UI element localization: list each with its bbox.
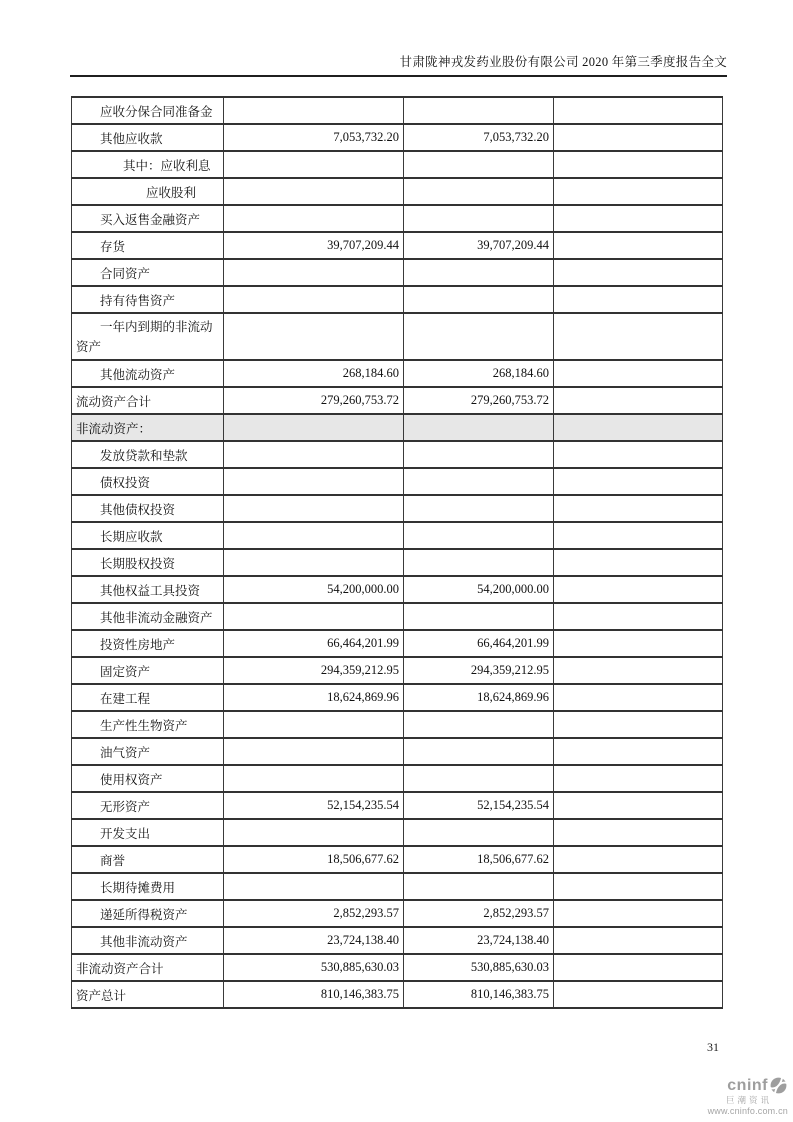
value-1: 18,506,677.62: [327, 852, 399, 866]
row-label: 其他债权投资: [100, 502, 176, 517]
value-cell-2: [404, 205, 554, 232]
table-row: [72, 313, 723, 360]
table-row: [72, 549, 723, 576]
value-cell-2: [404, 97, 554, 124]
value-cell-1: [224, 286, 404, 313]
value-2: 294,359,212.95: [470, 663, 549, 677]
value-cell-3: [554, 414, 723, 441]
value-2: 810,146,383.75: [470, 987, 549, 1001]
value-cell-3: [554, 846, 723, 873]
row-label-cell: [72, 792, 224, 819]
value-cell-1: [224, 900, 404, 927]
value-2: 66,464,201.99: [477, 636, 549, 650]
value-cell-1: [224, 232, 404, 259]
value-cell-2: [404, 468, 554, 495]
value-cell-1: [224, 313, 404, 360]
row-label-cell: [72, 495, 224, 522]
value-2: 7,053,732.20: [483, 130, 549, 144]
value-cell-3: [554, 873, 723, 900]
page-header-title: 甘肃陇神戎发药业股份有限公司 2020 年第三季度报告全文: [399, 55, 727, 69]
table-row: [72, 576, 723, 603]
value-cell-2: [404, 630, 554, 657]
value-2: 530,885,630.03: [470, 960, 549, 974]
table-row: [72, 900, 723, 927]
value-1: 23,724,138.40: [327, 933, 399, 947]
value-cell-3: [554, 387, 723, 414]
row-label: 投资性房地产: [100, 637, 176, 652]
value-cell-2: [404, 414, 554, 441]
value-cell-1: [224, 792, 404, 819]
row-label: 其他非流动金融资产: [100, 610, 213, 625]
row-label: 资产总计: [76, 988, 127, 1003]
row-label: 应收分保合同准备金: [100, 104, 213, 119]
row-label: 无形资产: [100, 799, 151, 814]
row-label: 使用权资产: [100, 772, 163, 787]
row-label-cell: [72, 387, 224, 414]
row-label-cell: [72, 124, 224, 151]
row-label: 其中：应收利息: [123, 158, 211, 173]
value-cell-2: [404, 360, 554, 387]
row-label: 长期应收款: [100, 529, 163, 544]
value-2: 23,724,138.40: [477, 933, 549, 947]
table-row: [72, 97, 723, 124]
value-cell-1: [224, 124, 404, 151]
row-label: 一年内到期的非流动资产: [76, 319, 213, 354]
table-row: [72, 259, 723, 286]
value-cell-3: [554, 97, 723, 124]
value-cell-2: [404, 549, 554, 576]
value-1: 54,200,000.00: [327, 582, 399, 596]
table-row: [72, 522, 723, 549]
value-cell-1: [224, 657, 404, 684]
value-cell-2: [404, 151, 554, 178]
table-row: [72, 684, 723, 711]
value-cell-3: [554, 900, 723, 927]
row-label: 其他应收款: [100, 131, 163, 146]
table-row: [72, 981, 723, 1008]
row-label-cell: [72, 313, 224, 360]
cninfo-chinese-name: 巨潮资讯: [725, 1095, 772, 1105]
value-cell-1: [224, 603, 404, 630]
value-cell-1: [224, 441, 404, 468]
row-label-cell: [72, 873, 224, 900]
row-label: 流动资产合计: [76, 394, 152, 409]
value-cell-3: [554, 819, 723, 846]
table-row: [72, 711, 723, 738]
value-1: 294,359,212.95: [320, 663, 399, 677]
value-cell-2: [404, 711, 554, 738]
row-label-cell: [72, 630, 224, 657]
row-label: 固定资产: [100, 664, 151, 679]
value-cell-1: [224, 151, 404, 178]
row-label-cell: [72, 151, 224, 178]
table-row: [72, 441, 723, 468]
row-label: 存货: [100, 239, 126, 254]
value-cell-2: [404, 765, 554, 792]
table-row: [72, 286, 723, 313]
row-label: 非流动资产：: [76, 421, 152, 436]
header-rule: [70, 75, 727, 77]
value-cell-1: [224, 205, 404, 232]
value-cell-3: [554, 657, 723, 684]
row-label-cell: [72, 576, 224, 603]
table-row: [72, 846, 723, 873]
value-cell-2: [404, 981, 554, 1008]
row-label: 应收股利: [146, 185, 197, 200]
row-label-cell: [72, 684, 224, 711]
value-1: 66,464,201.99: [327, 636, 399, 650]
row-label: 长期股权投资: [100, 556, 176, 571]
row-label-cell: [72, 259, 224, 286]
value-2: 18,506,677.62: [477, 852, 549, 866]
table-row: [72, 657, 723, 684]
value-cell-1: [224, 178, 404, 205]
value-cell-3: [554, 441, 723, 468]
table-row: [72, 630, 723, 657]
value-cell-3: [554, 603, 723, 630]
table-row: [72, 468, 723, 495]
value-1: 7,053,732.20: [333, 130, 399, 144]
table-row: [72, 124, 723, 151]
table-row: [72, 738, 723, 765]
value-cell-2: [404, 124, 554, 151]
value-cell-2: [404, 313, 554, 360]
table-row: [72, 387, 723, 414]
row-label: 生产性生物资产: [100, 718, 188, 733]
value-cell-3: [554, 738, 723, 765]
row-label-cell: [72, 981, 224, 1008]
value-cell-1: [224, 360, 404, 387]
value-cell-3: [554, 313, 723, 360]
value-cell-2: [404, 792, 554, 819]
row-label: 开发支出: [100, 826, 151, 841]
row-label: 递延所得税资产: [100, 907, 188, 922]
value-cell-2: [404, 900, 554, 927]
value-cell-2: [404, 522, 554, 549]
value-cell-3: [554, 205, 723, 232]
value-cell-1: [224, 468, 404, 495]
value-cell-1: [224, 97, 404, 124]
value-cell-2: [404, 873, 554, 900]
value-cell-1: [224, 765, 404, 792]
value-cell-2: [404, 927, 554, 954]
value-2: 268,184.60: [492, 366, 549, 380]
value-cell-3: [554, 576, 723, 603]
value-cell-1: [224, 259, 404, 286]
table-row: [72, 205, 723, 232]
value-cell-2: [404, 819, 554, 846]
row-label-cell: [72, 846, 224, 873]
row-label-cell: [72, 738, 224, 765]
value-1: 810,146,383.75: [320, 987, 399, 1001]
value-cell-3: [554, 124, 723, 151]
value-cell-2: [404, 657, 554, 684]
value-cell-3: [554, 151, 723, 178]
row-label-cell: [72, 360, 224, 387]
cninfo-logo-top: [727, 1076, 788, 1095]
row-label-cell: [72, 414, 224, 441]
value-cell-3: [554, 549, 723, 576]
row-label: 在建工程: [100, 691, 151, 706]
value-cell-3: [554, 792, 723, 819]
row-label-cell: [72, 603, 224, 630]
value-cell-2: [404, 286, 554, 313]
cninfo-url: www.cninfo.com.cn: [707, 1105, 788, 1116]
row-label-cell: [72, 765, 224, 792]
value-1: 268,184.60: [342, 366, 399, 380]
row-label: 买入返售金融资产: [100, 212, 201, 227]
row-label-cell: [72, 441, 224, 468]
row-label: 油气资产: [100, 745, 151, 760]
value-cell-2: [404, 684, 554, 711]
value-cell-2: [404, 259, 554, 286]
value-cell-3: [554, 927, 723, 954]
value-cell-1: [224, 819, 404, 846]
value-1: 18,624,869.96: [327, 690, 399, 704]
cninfo-brand-text: cninf: [727, 1076, 768, 1094]
row-label-cell: [72, 286, 224, 313]
value-cell-2: [404, 576, 554, 603]
value-cell-1: [224, 954, 404, 981]
row-label-cell: [72, 468, 224, 495]
value-cell-1: [224, 684, 404, 711]
row-label: 长期待摊费用: [100, 880, 176, 895]
cninfo-logo: [696, 1076, 788, 1116]
value-cell-1: [224, 495, 404, 522]
value-cell-3: [554, 468, 723, 495]
value-1: 530,885,630.03: [320, 960, 399, 974]
row-label: 债权投资: [100, 475, 151, 490]
table-row: [72, 765, 723, 792]
table-row: [72, 232, 723, 259]
value-cell-3: [554, 259, 723, 286]
row-label-cell: [72, 900, 224, 927]
value-cell-1: [224, 738, 404, 765]
row-label-cell: [72, 232, 224, 259]
value-2: 54,200,000.00: [477, 582, 549, 596]
table-row: [72, 414, 723, 441]
value-cell-3: [554, 522, 723, 549]
row-label: 持有待售资产: [100, 293, 176, 308]
value-cell-3: [554, 981, 723, 1008]
table-row: [72, 178, 723, 205]
value-cell-3: [554, 765, 723, 792]
value-cell-1: [224, 414, 404, 441]
value-1: 2,852,293.57: [333, 906, 399, 920]
value-cell-1: [224, 522, 404, 549]
table-row: [72, 792, 723, 819]
row-label-cell: [72, 522, 224, 549]
value-cell-1: [224, 576, 404, 603]
row-label: 发放贷款和垫款: [100, 448, 188, 463]
table-row: [72, 927, 723, 954]
row-label: 其他权益工具投资: [100, 583, 201, 598]
value-cell-1: [224, 549, 404, 576]
value-cell-1: [224, 873, 404, 900]
value-cell-2: [404, 232, 554, 259]
value-cell-1: [224, 711, 404, 738]
value-cell-1: [224, 846, 404, 873]
value-cell-3: [554, 711, 723, 738]
row-label-cell: [72, 927, 224, 954]
value-cell-3: [554, 495, 723, 522]
value-cell-2: [404, 603, 554, 630]
row-label: 非流动资产合计: [76, 961, 164, 976]
value-cell-1: [224, 630, 404, 657]
value-cell-3: [554, 232, 723, 259]
row-label: 合同资产: [100, 266, 151, 281]
row-label-cell: [72, 954, 224, 981]
page-number: 31: [707, 1040, 719, 1054]
value-cell-3: [554, 360, 723, 387]
table-row: [72, 819, 723, 846]
value-cell-1: [224, 981, 404, 1008]
table-row: [72, 873, 723, 900]
row-label-cell: [72, 205, 224, 232]
value-cell-3: [554, 684, 723, 711]
cninfo-swirl-icon: [769, 1076, 788, 1095]
value-cell-2: [404, 846, 554, 873]
value-2: 52,154,235.54: [477, 798, 549, 812]
value-cell-1: [224, 387, 404, 414]
table-row: [72, 603, 723, 630]
row-label: 其他非流动资产: [100, 934, 188, 949]
value-cell-2: [404, 954, 554, 981]
row-label-cell: [72, 657, 224, 684]
row-label-cell: [72, 711, 224, 738]
value-cell-2: [404, 387, 554, 414]
row-label: 商誉: [100, 853, 126, 868]
value-cell-3: [554, 178, 723, 205]
value-2: 39,707,209.44: [477, 238, 549, 252]
value-2: 2,852,293.57: [483, 906, 549, 920]
table-row: [72, 954, 723, 981]
row-label-cell: [72, 178, 224, 205]
value-cell-2: [404, 738, 554, 765]
value-2: 279,260,753.72: [470, 393, 549, 407]
value-cell-3: [554, 954, 723, 981]
value-cell-3: [554, 286, 723, 313]
table-row: [72, 360, 723, 387]
table-row: [72, 495, 723, 522]
row-label-cell: [72, 549, 224, 576]
value-1: 279,260,753.72: [320, 393, 399, 407]
value-cell-3: [554, 630, 723, 657]
value-cell-2: [404, 441, 554, 468]
value-1: 52,154,235.54: [327, 798, 399, 812]
value-cell-2: [404, 495, 554, 522]
value-cell-2: [404, 178, 554, 205]
value-cell-1: [224, 927, 404, 954]
row-label-cell: [72, 819, 224, 846]
table-row: [72, 151, 723, 178]
row-label: 其他流动资产: [100, 367, 176, 382]
row-label-cell: [72, 97, 224, 124]
value-1: 39,707,209.44: [327, 238, 399, 252]
value-2: 18,624,869.96: [477, 690, 549, 704]
balance-sheet-table: [71, 96, 723, 1009]
balance-sheet-body: [72, 97, 723, 1008]
